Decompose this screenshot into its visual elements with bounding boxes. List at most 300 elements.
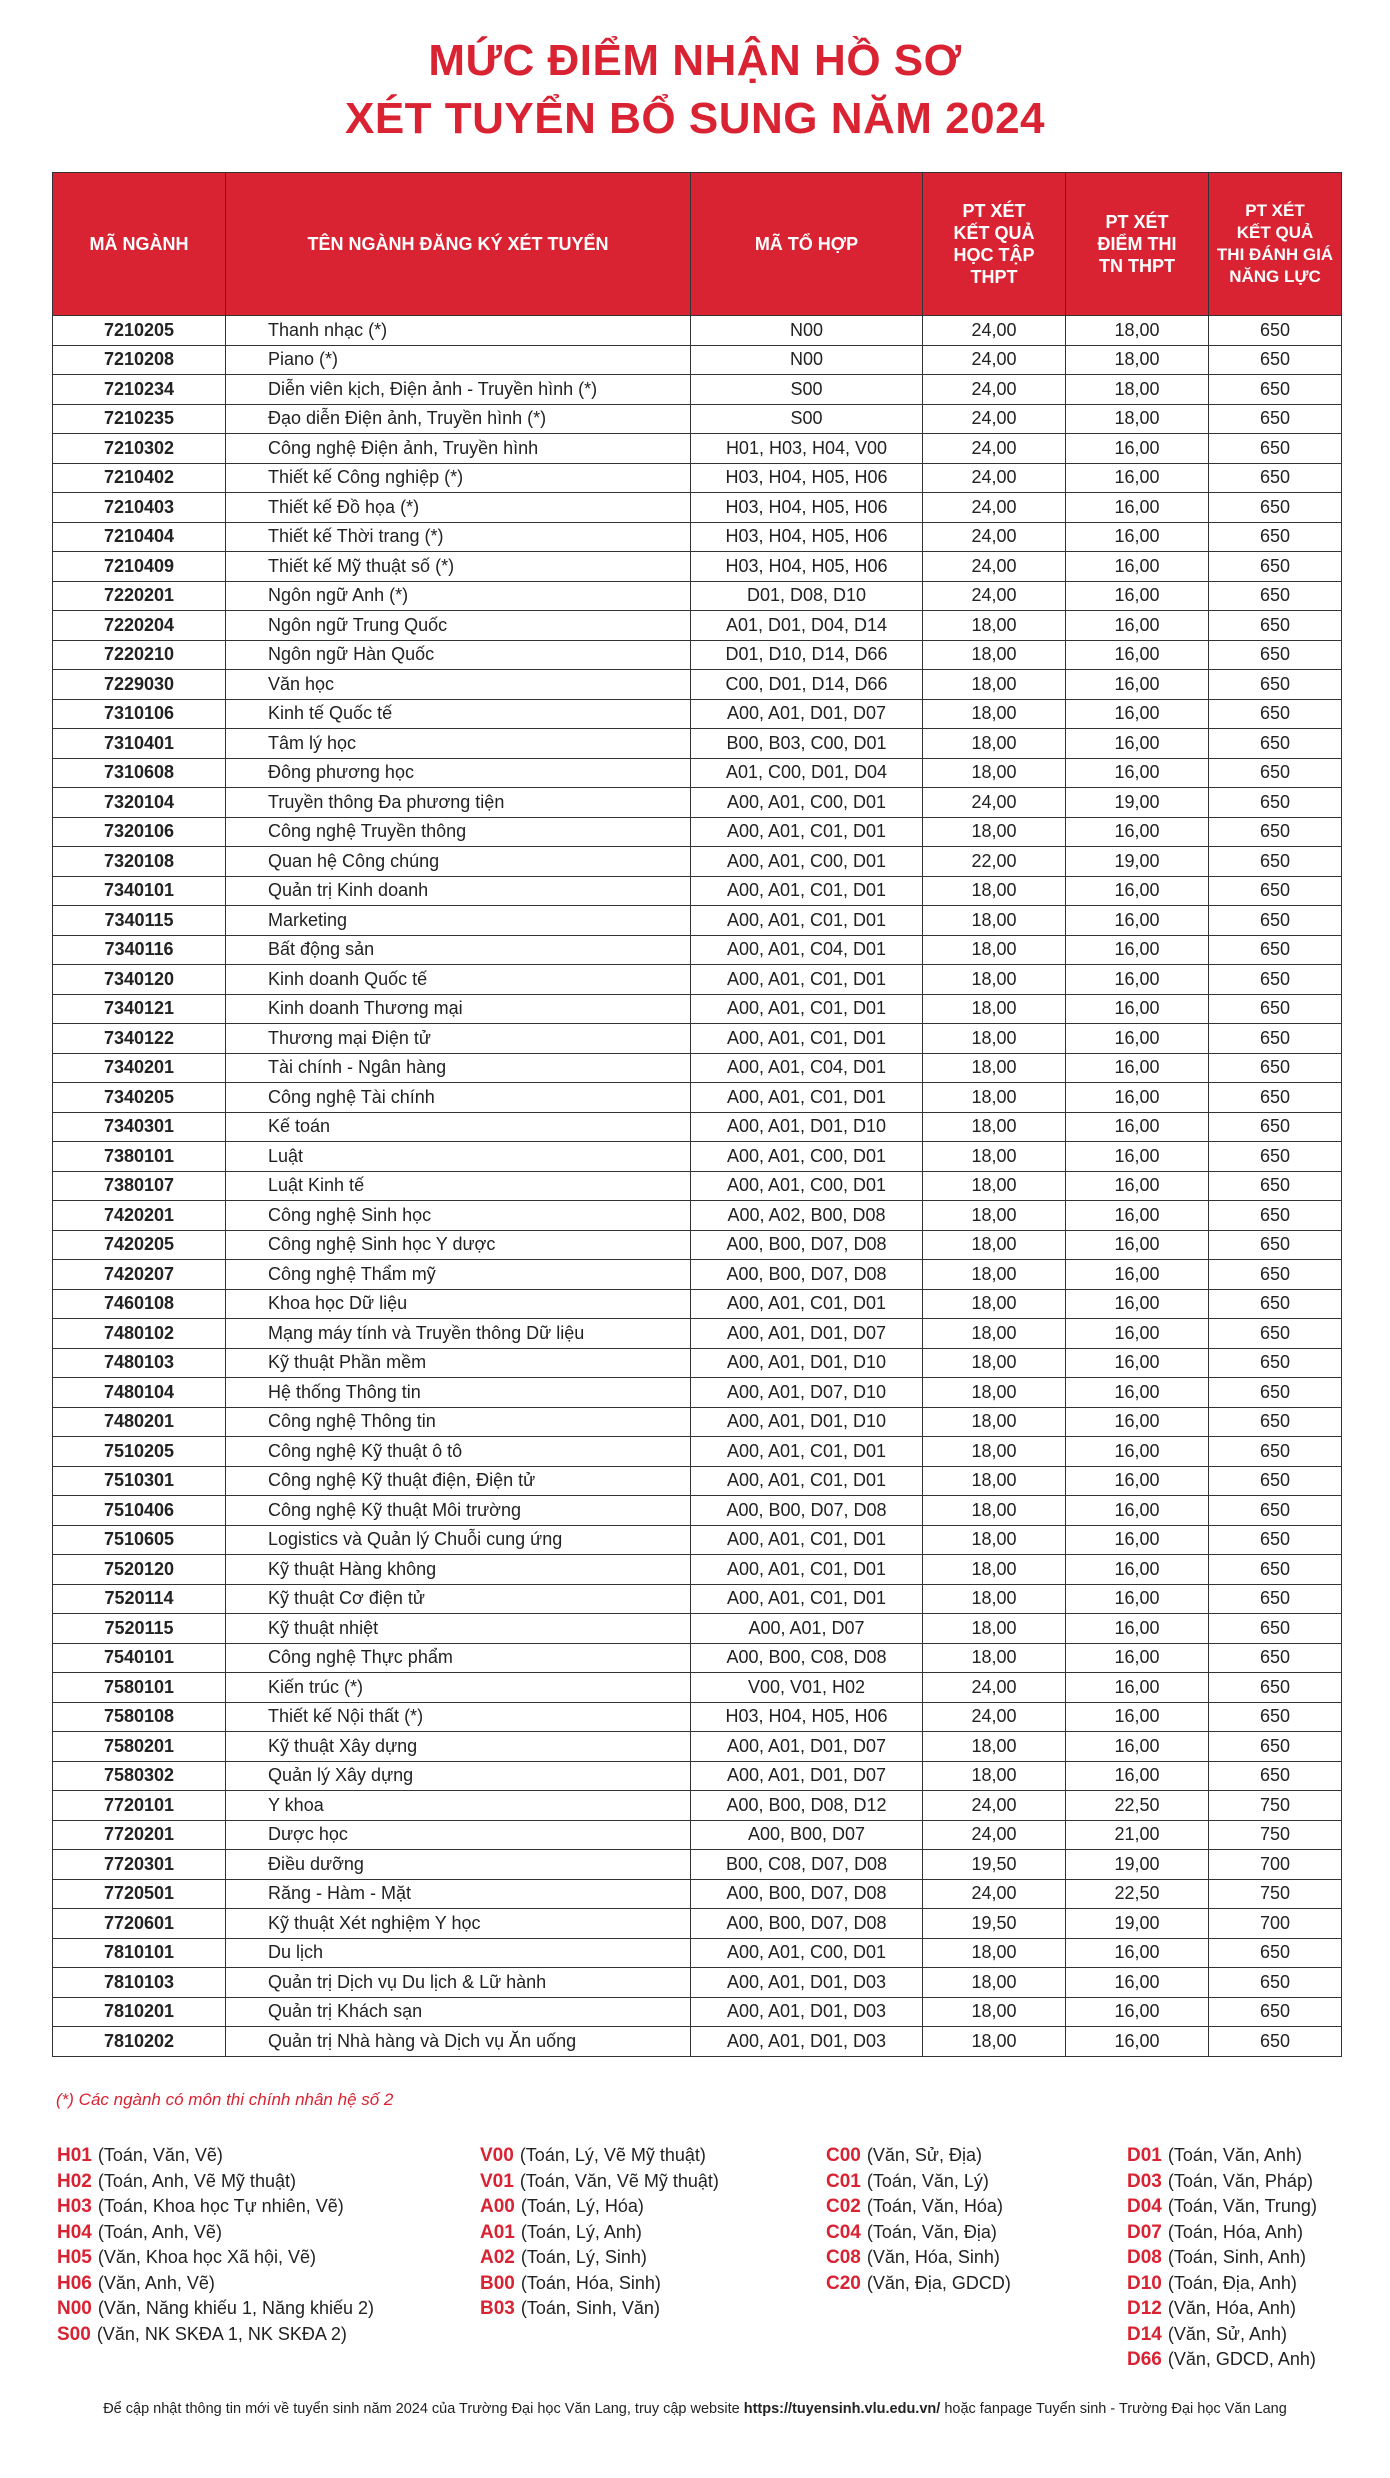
- table-row: [53, 404, 1342, 434]
- table-row: [53, 1879, 1342, 1909]
- legend-subjects: (Toán, Văn, Trung): [1167, 2196, 1317, 2216]
- score-transcript: 18,00: [923, 935, 1066, 965]
- major-name: Thương mại Điện tử: [226, 1024, 691, 1054]
- major-name: Kế toán: [226, 1112, 691, 1142]
- combination-codes: A01, D01, D04, D14: [691, 611, 923, 641]
- major-code: 7520114: [53, 1584, 226, 1614]
- score-competency-exam: 650: [1209, 316, 1342, 346]
- header-line: THPT: [970, 267, 1018, 287]
- major-name: Truyền thông Đa phương tiện: [226, 788, 691, 818]
- table-row: [53, 552, 1342, 582]
- legend-column-4: [1127, 2143, 1317, 2373]
- table-row: [53, 316, 1342, 346]
- major-name: Thiết kế Công nghiệp (*): [226, 463, 691, 493]
- score-transcript: 18,00: [923, 1555, 1066, 1585]
- score-graduation-exam: 16,00: [1066, 1289, 1209, 1319]
- score-graduation-exam: 16,00: [1066, 906, 1209, 936]
- combination-codes: A00, A01, C01, D01: [691, 1083, 923, 1113]
- legend-code: C02: [826, 2196, 861, 2217]
- legend-item: [480, 2169, 719, 2195]
- score-competency-exam: 650: [1209, 1112, 1342, 1142]
- score-competency-exam: 650: [1209, 1230, 1342, 1260]
- table-row: [53, 434, 1342, 464]
- major-code: 7320108: [53, 847, 226, 877]
- major-code: 7480103: [53, 1348, 226, 1378]
- table-row: [53, 1260, 1342, 1290]
- major-code: 7810201: [53, 1997, 226, 2027]
- legend-item: [1127, 2271, 1317, 2297]
- score-competency-exam: 700: [1209, 1850, 1342, 1880]
- score-graduation-exam: 16,00: [1066, 493, 1209, 523]
- score-transcript: 18,00: [923, 1437, 1066, 1467]
- score-competency-exam: 650: [1209, 758, 1342, 788]
- major-name: Thiết kế Mỹ thuật số (*): [226, 552, 691, 582]
- score-graduation-exam: 16,00: [1066, 670, 1209, 700]
- major-code: 7580201: [53, 1732, 226, 1762]
- score-transcript: 18,00: [923, 1643, 1066, 1673]
- major-name: Kinh doanh Thương mại: [226, 994, 691, 1024]
- score-transcript: 24,00: [923, 788, 1066, 818]
- legend-code: H05: [57, 2247, 92, 2268]
- major-code: 7810103: [53, 1968, 226, 1998]
- table-row: [53, 670, 1342, 700]
- legend-code: D12: [1127, 2298, 1162, 2319]
- table-header-row: [53, 173, 1342, 316]
- legend-subjects: (Toán, Văn, Địa): [866, 2221, 997, 2242]
- score-competency-exam: 650: [1209, 1614, 1342, 1644]
- table-row: [53, 1024, 1342, 1054]
- score-graduation-exam: 16,00: [1066, 1142, 1209, 1172]
- page-title-line-1: MỨC ĐIỂM NHẬN HỒ SƠ: [428, 36, 962, 85]
- legend-item: [826, 2271, 1011, 2297]
- legend-code: B03: [480, 2298, 515, 2319]
- combination-codes: H03, H04, H05, H06: [691, 1702, 923, 1732]
- legend-item: [57, 2143, 374, 2169]
- table-row: [53, 1142, 1342, 1172]
- table-row: [53, 640, 1342, 670]
- combination-codes: A00, B00, D07: [691, 1820, 923, 1850]
- score-transcript: 18,00: [923, 640, 1066, 670]
- legend-subjects: (Toán, Lý, Anh): [520, 2221, 642, 2242]
- combination-codes: A00, A01, D01, D10: [691, 1348, 923, 1378]
- score-transcript: 19,50: [923, 1850, 1066, 1880]
- major-name: Công nghệ Sinh học Y dược: [226, 1230, 691, 1260]
- table-row: [53, 788, 1342, 818]
- combination-codes: A00, A01, D01, D10: [691, 1112, 923, 1142]
- score-transcript: 18,00: [923, 1201, 1066, 1231]
- score-graduation-exam: 16,00: [1066, 1260, 1209, 1290]
- score-transcript: 18,00: [923, 670, 1066, 700]
- legend-item: [57, 2220, 374, 2246]
- score-transcript: 18,00: [923, 1024, 1066, 1054]
- score-competency-exam: 650: [1209, 1378, 1342, 1408]
- major-code: 7340205: [53, 1083, 226, 1113]
- score-competency-exam: 650: [1209, 522, 1342, 552]
- score-transcript: 18,00: [923, 1997, 1066, 2027]
- combination-codes: B00, B03, C00, D01: [691, 729, 923, 759]
- table-row: [53, 729, 1342, 759]
- major-name: Y khoa: [226, 1791, 691, 1821]
- header-line: ĐIỂM THI: [1097, 234, 1177, 254]
- score-transcript: 18,00: [923, 1083, 1066, 1113]
- major-code: 7340301: [53, 1112, 226, 1142]
- score-competency-exam: 650: [1209, 1702, 1342, 1732]
- score-transcript: 18,00: [923, 1142, 1066, 1172]
- score-graduation-exam: 16,00: [1066, 1024, 1209, 1054]
- table-row: [53, 935, 1342, 965]
- major-code: 7510605: [53, 1525, 226, 1555]
- major-name: Ngôn ngữ Hàn Quốc: [226, 640, 691, 670]
- legend-subjects: (Toán, Sinh, Văn): [520, 2298, 660, 2318]
- score-graduation-exam: 16,00: [1066, 611, 1209, 641]
- score-transcript: 24,00: [923, 581, 1066, 611]
- score-competency-exam: 650: [1209, 1997, 1342, 2027]
- legend-item: [480, 2271, 719, 2297]
- major-name: Công nghệ Kỹ thuật điện, Điện tử: [226, 1466, 691, 1496]
- table-row: [53, 1319, 1342, 1349]
- score-competency-exam: 650: [1209, 1496, 1342, 1526]
- score-transcript: 18,00: [923, 1378, 1066, 1408]
- major-name: Thiết kế Thời trang (*): [226, 522, 691, 552]
- table-row: [53, 1289, 1342, 1319]
- legend-item: [826, 2245, 1011, 2271]
- score-transcript: 18,00: [923, 1466, 1066, 1496]
- score-transcript: 24,00: [923, 1702, 1066, 1732]
- major-code: 7210409: [53, 552, 226, 582]
- header-line: PT XÉT: [962, 201, 1026, 221]
- major-code: 7210234: [53, 375, 226, 405]
- legend-subjects: (Toán, Lý, Hóa): [520, 2196, 644, 2216]
- major-name: Diễn viên kịch, Điện ảnh - Truyền hình (*): [226, 375, 691, 405]
- major-code: 7580101: [53, 1673, 226, 1703]
- score-graduation-exam: 22,50: [1066, 1791, 1209, 1821]
- combination-codes: N00: [691, 316, 923, 346]
- table-row: [53, 345, 1342, 375]
- major-name: Khoa học Dữ liệu: [226, 1289, 691, 1319]
- legend-item: [480, 2194, 719, 2220]
- legend-code: H06: [57, 2272, 92, 2294]
- score-graduation-exam: 16,00: [1066, 1171, 1209, 1201]
- score-graduation-exam: 16,00: [1066, 1083, 1209, 1113]
- score-graduation-exam: 16,00: [1066, 699, 1209, 729]
- combination-codes: A00, B00, D08, D12: [691, 1791, 923, 1821]
- major-code: 7420207: [53, 1260, 226, 1290]
- legend-column-1: [57, 2143, 374, 2347]
- legend-code: D01: [1127, 2145, 1162, 2166]
- legend-item: [480, 2143, 719, 2169]
- table-row: [53, 876, 1342, 906]
- table-row: [53, 1466, 1342, 1496]
- table-row: [53, 1171, 1342, 1201]
- footnote: (*) Các ngành có môn thi chính nhân hệ số 2: [56, 2090, 394, 2109]
- major-code: 7380107: [53, 1171, 226, 1201]
- score-graduation-exam: 16,00: [1066, 935, 1209, 965]
- score-transcript: 18,00: [923, 1407, 1066, 1437]
- major-code: 7310401: [53, 729, 226, 759]
- combination-codes: H03, H04, H05, H06: [691, 552, 923, 582]
- score-competency-exam: 750: [1209, 1879, 1342, 1909]
- score-graduation-exam: 18,00: [1066, 316, 1209, 346]
- table-body: [53, 316, 1342, 2057]
- legend-item: [826, 2194, 1011, 2220]
- major-name: Quản trị Nhà hàng và Dịch vụ Ăn uống: [226, 2027, 691, 2057]
- header-line: THI ĐÁNH GIÁ: [1216, 245, 1334, 264]
- major-name: Logistics và Quản lý Chuỗi cung ứng: [226, 1525, 691, 1555]
- website-link[interactable]: https://tuyensinh.vlu.edu.vn/: [743, 2401, 941, 2417]
- score-transcript: 18,00: [923, 1761, 1066, 1791]
- legend-item: [1127, 2169, 1317, 2195]
- header-line: NĂNG LỰC: [1229, 267, 1321, 286]
- score-graduation-exam: 19,00: [1066, 1850, 1209, 1880]
- score-competency-exam: 650: [1209, 817, 1342, 847]
- major-code: 7480201: [53, 1407, 226, 1437]
- footer-text: [0, 2401, 1390, 2417]
- table-row: [53, 847, 1342, 877]
- score-competency-exam: 650: [1209, 1348, 1342, 1378]
- score-competency-exam: 650: [1209, 876, 1342, 906]
- legend-subjects: (Văn, Hóa, Sinh): [866, 2247, 1000, 2267]
- score-competency-exam: 650: [1209, 1584, 1342, 1614]
- legend-subjects: (Văn, Năng khiếu 1, Năng khiếu 2): [97, 2298, 375, 2318]
- score-competency-exam: 650: [1209, 552, 1342, 582]
- combination-codes: A00, A01, D07, D10: [691, 1378, 923, 1408]
- major-code: 7310106: [53, 699, 226, 729]
- legend-subjects: (Toán, Sinh, Anh): [1167, 2247, 1306, 2267]
- score-competency-exam: 650: [1209, 1732, 1342, 1762]
- legend-code: H03: [57, 2196, 92, 2217]
- table-row: [53, 1348, 1342, 1378]
- legend-item: [57, 2296, 374, 2322]
- score-graduation-exam: 16,00: [1066, 994, 1209, 1024]
- major-code: 7310608: [53, 758, 226, 788]
- table-row: [53, 1230, 1342, 1260]
- combination-codes: A00, A01, C00, D01: [691, 1142, 923, 1172]
- score-graduation-exam: 16,00: [1066, 1496, 1209, 1526]
- score-graduation-exam: 16,00: [1066, 1378, 1209, 1408]
- legend-subjects: (Toán, Địa, Anh): [1167, 2272, 1297, 2293]
- header-line: TN THPT: [1099, 256, 1175, 276]
- legend-subjects: (Văn, GDCD, Anh): [1167, 2349, 1316, 2369]
- legend-subjects: (Toán, Anh, Vẽ Mỹ thuật): [97, 2170, 296, 2191]
- score-graduation-exam: 16,00: [1066, 552, 1209, 582]
- major-code: 7810202: [53, 2027, 226, 2057]
- major-name: Quản lý Xây dựng: [226, 1761, 691, 1791]
- legend-subjects: (Toán, Văn, Pháp): [1167, 2170, 1313, 2191]
- score-competency-exam: 650: [1209, 611, 1342, 641]
- combination-codes: H01, H03, H04, V00: [691, 434, 923, 464]
- legend-code: C01: [826, 2170, 861, 2192]
- legend-item: [1127, 2220, 1317, 2246]
- major-code: 7340121: [53, 994, 226, 1024]
- combination-codes: A00, A01, C01, D01: [691, 1289, 923, 1319]
- score-graduation-exam: 19,00: [1066, 1909, 1209, 1939]
- major-code: 7720501: [53, 1879, 226, 1909]
- major-code: 7720601: [53, 1909, 226, 1939]
- combination-codes: A00, A01, C04, D01: [691, 935, 923, 965]
- major-name: Kinh tế Quốc tế: [226, 699, 691, 729]
- combination-codes: S00: [691, 375, 923, 405]
- score-transcript: 24,00: [923, 552, 1066, 582]
- table-row: [53, 1201, 1342, 1231]
- score-transcript: 19,50: [923, 1909, 1066, 1939]
- major-name: Kỹ thuật Cơ điện tử: [226, 1584, 691, 1614]
- score-graduation-exam: 16,00: [1066, 1201, 1209, 1231]
- legend-code: V00: [480, 2145, 514, 2166]
- combination-codes: N00: [691, 345, 923, 375]
- major-name: Tài chính - Ngân hàng: [226, 1053, 691, 1083]
- combination-codes: A00, A02, B00, D08: [691, 1201, 923, 1231]
- score-graduation-exam: 16,00: [1066, 463, 1209, 493]
- score-competency-exam: 650: [1209, 699, 1342, 729]
- major-name: Du lịch: [226, 1938, 691, 1968]
- legend-item: [57, 2194, 374, 2220]
- legend-column-2: [480, 2143, 719, 2322]
- combination-codes: H03, H04, H05, H06: [691, 463, 923, 493]
- combination-codes: A00, B00, D07, D08: [691, 1496, 923, 1526]
- score-transcript: 18,00: [923, 1584, 1066, 1614]
- legend-code: A02: [480, 2247, 515, 2268]
- table-row: [53, 493, 1342, 523]
- major-code: 7210403: [53, 493, 226, 523]
- score-transcript: 18,00: [923, 1112, 1066, 1142]
- score-transcript: 24,00: [923, 1820, 1066, 1850]
- table-row: [53, 581, 1342, 611]
- score-transcript: 18,00: [923, 1171, 1066, 1201]
- score-competency-exam: 650: [1209, 1673, 1342, 1703]
- major-name: Điều dưỡng: [226, 1850, 691, 1880]
- score-transcript: 18,00: [923, 1319, 1066, 1349]
- major-code: 7210208: [53, 345, 226, 375]
- header-major-code: MÃ NGÀNH: [53, 173, 226, 316]
- combination-codes: A00, A01, C01, D01: [691, 1466, 923, 1496]
- major-name: Công nghệ Thông tin: [226, 1407, 691, 1437]
- major-code: 7520120: [53, 1555, 226, 1585]
- score-competency-exam: 650: [1209, 1260, 1342, 1290]
- table-row: [53, 758, 1342, 788]
- major-code: 7210404: [53, 522, 226, 552]
- score-competency-exam: 650: [1209, 1024, 1342, 1054]
- major-code: 7320104: [53, 788, 226, 818]
- score-transcript: 18,00: [923, 994, 1066, 1024]
- major-name: Thanh nhạc (*): [226, 316, 691, 346]
- combination-codes: A00, A01, D01, D10: [691, 1407, 923, 1437]
- table-row: [53, 1938, 1342, 1968]
- combination-codes: A00, A01, C01, D01: [691, 1437, 923, 1467]
- table-row: [53, 1378, 1342, 1408]
- table-row: [53, 1584, 1342, 1614]
- table-row: [53, 1643, 1342, 1673]
- legend-subjects: (Toán, Văn, Vẽ Mỹ thuật): [519, 2170, 719, 2191]
- table-row: [53, 522, 1342, 552]
- score-graduation-exam: 19,00: [1066, 788, 1209, 818]
- header-graduation-exam: [1066, 173, 1209, 316]
- combination-codes: A00, A01, D07: [691, 1614, 923, 1644]
- score-competency-exam: 650: [1209, 1643, 1342, 1673]
- legend-subjects: (Toán, Văn, Hóa): [866, 2196, 1003, 2216]
- header-line: PT XÉT: [1105, 212, 1169, 232]
- score-transcript: 18,00: [923, 1289, 1066, 1319]
- major-code: 7340115: [53, 906, 226, 936]
- major-code: 7220204: [53, 611, 226, 641]
- legend-subjects: (Văn, Khoa học Xã hội, Vẽ): [97, 2247, 316, 2267]
- major-name: Răng - Hàm - Mặt: [226, 1879, 691, 1909]
- combination-codes: A00, B00, D07, D08: [691, 1230, 923, 1260]
- table-row: [53, 1407, 1342, 1437]
- legend-subjects: (Toán, Lý, Sinh): [520, 2247, 647, 2267]
- header-line: PT XÉT: [1245, 201, 1305, 220]
- major-name: Công nghệ Điện ảnh, Truyền hình: [226, 434, 691, 464]
- combination-codes: A00, A01, C01, D01: [691, 994, 923, 1024]
- legend-subjects: (Văn, Anh, Vẽ): [97, 2272, 215, 2293]
- major-name: Dược học: [226, 1820, 691, 1850]
- major-name: Marketing: [226, 906, 691, 936]
- score-graduation-exam: 16,00: [1066, 1348, 1209, 1378]
- score-competency-exam: 650: [1209, 1968, 1342, 1998]
- table-row: [53, 1791, 1342, 1821]
- score-competency-exam: 650: [1209, 1525, 1342, 1555]
- major-name: Ngôn ngữ Trung Quốc: [226, 611, 691, 641]
- legend-code: D14: [1127, 2323, 1162, 2345]
- score-graduation-exam: 16,00: [1066, 1938, 1209, 1968]
- score-competency-exam: 750: [1209, 1791, 1342, 1821]
- major-code: 7210235: [53, 404, 226, 434]
- combination-codes: D01, D10, D14, D66: [691, 640, 923, 670]
- score-transcript: 24,00: [923, 463, 1066, 493]
- major-code: 7210302: [53, 434, 226, 464]
- score-graduation-exam: 16,00: [1066, 1525, 1209, 1555]
- legend-item: [1127, 2322, 1317, 2348]
- table-row: [53, 1673, 1342, 1703]
- score-competency-exam: 650: [1209, 1083, 1342, 1113]
- table-row: [53, 1909, 1342, 1939]
- legend-code: D04: [1127, 2196, 1162, 2217]
- score-graduation-exam: 16,00: [1066, 1437, 1209, 1467]
- major-code: 7210402: [53, 463, 226, 493]
- combination-codes: D01, D08, D10: [691, 581, 923, 611]
- major-name: Tâm lý học: [226, 729, 691, 759]
- major-code: 7810101: [53, 1938, 226, 1968]
- admission-score-table: [52, 172, 1342, 2057]
- table-row: [53, 1732, 1342, 1762]
- score-transcript: 18,00: [923, 758, 1066, 788]
- legend-code: H01: [57, 2145, 92, 2166]
- table-row: [53, 817, 1342, 847]
- score-competency-exam: 650: [1209, 640, 1342, 670]
- score-graduation-exam: 16,00: [1066, 1761, 1209, 1791]
- score-competency-exam: 650: [1209, 729, 1342, 759]
- score-transcript: 18,00: [923, 1348, 1066, 1378]
- score-graduation-exam: 19,00: [1066, 847, 1209, 877]
- legend-item: [826, 2220, 1011, 2246]
- major-name: Kỹ thuật Xây dựng: [226, 1732, 691, 1762]
- score-graduation-exam: 16,00: [1066, 817, 1209, 847]
- score-graduation-exam: 16,00: [1066, 1673, 1209, 1703]
- legend-code: D66: [1127, 2349, 1162, 2370]
- combination-codes: C00, D01, D14, D66: [691, 670, 923, 700]
- table-row: [53, 1820, 1342, 1850]
- score-graduation-exam: 16,00: [1066, 729, 1209, 759]
- score-competency-exam: 650: [1209, 581, 1342, 611]
- score-transcript: 18,00: [923, 1525, 1066, 1555]
- legend-code: V01: [480, 2170, 514, 2192]
- score-transcript: 18,00: [923, 1053, 1066, 1083]
- legend-code: H02: [57, 2170, 92, 2192]
- legend-subjects: (Toán, Anh, Vẽ): [97, 2221, 222, 2242]
- score-graduation-exam: 16,00: [1066, 1702, 1209, 1732]
- score-graduation-exam: 16,00: [1066, 1053, 1209, 1083]
- score-graduation-exam: 18,00: [1066, 375, 1209, 405]
- score-competency-exam: 650: [1209, 434, 1342, 464]
